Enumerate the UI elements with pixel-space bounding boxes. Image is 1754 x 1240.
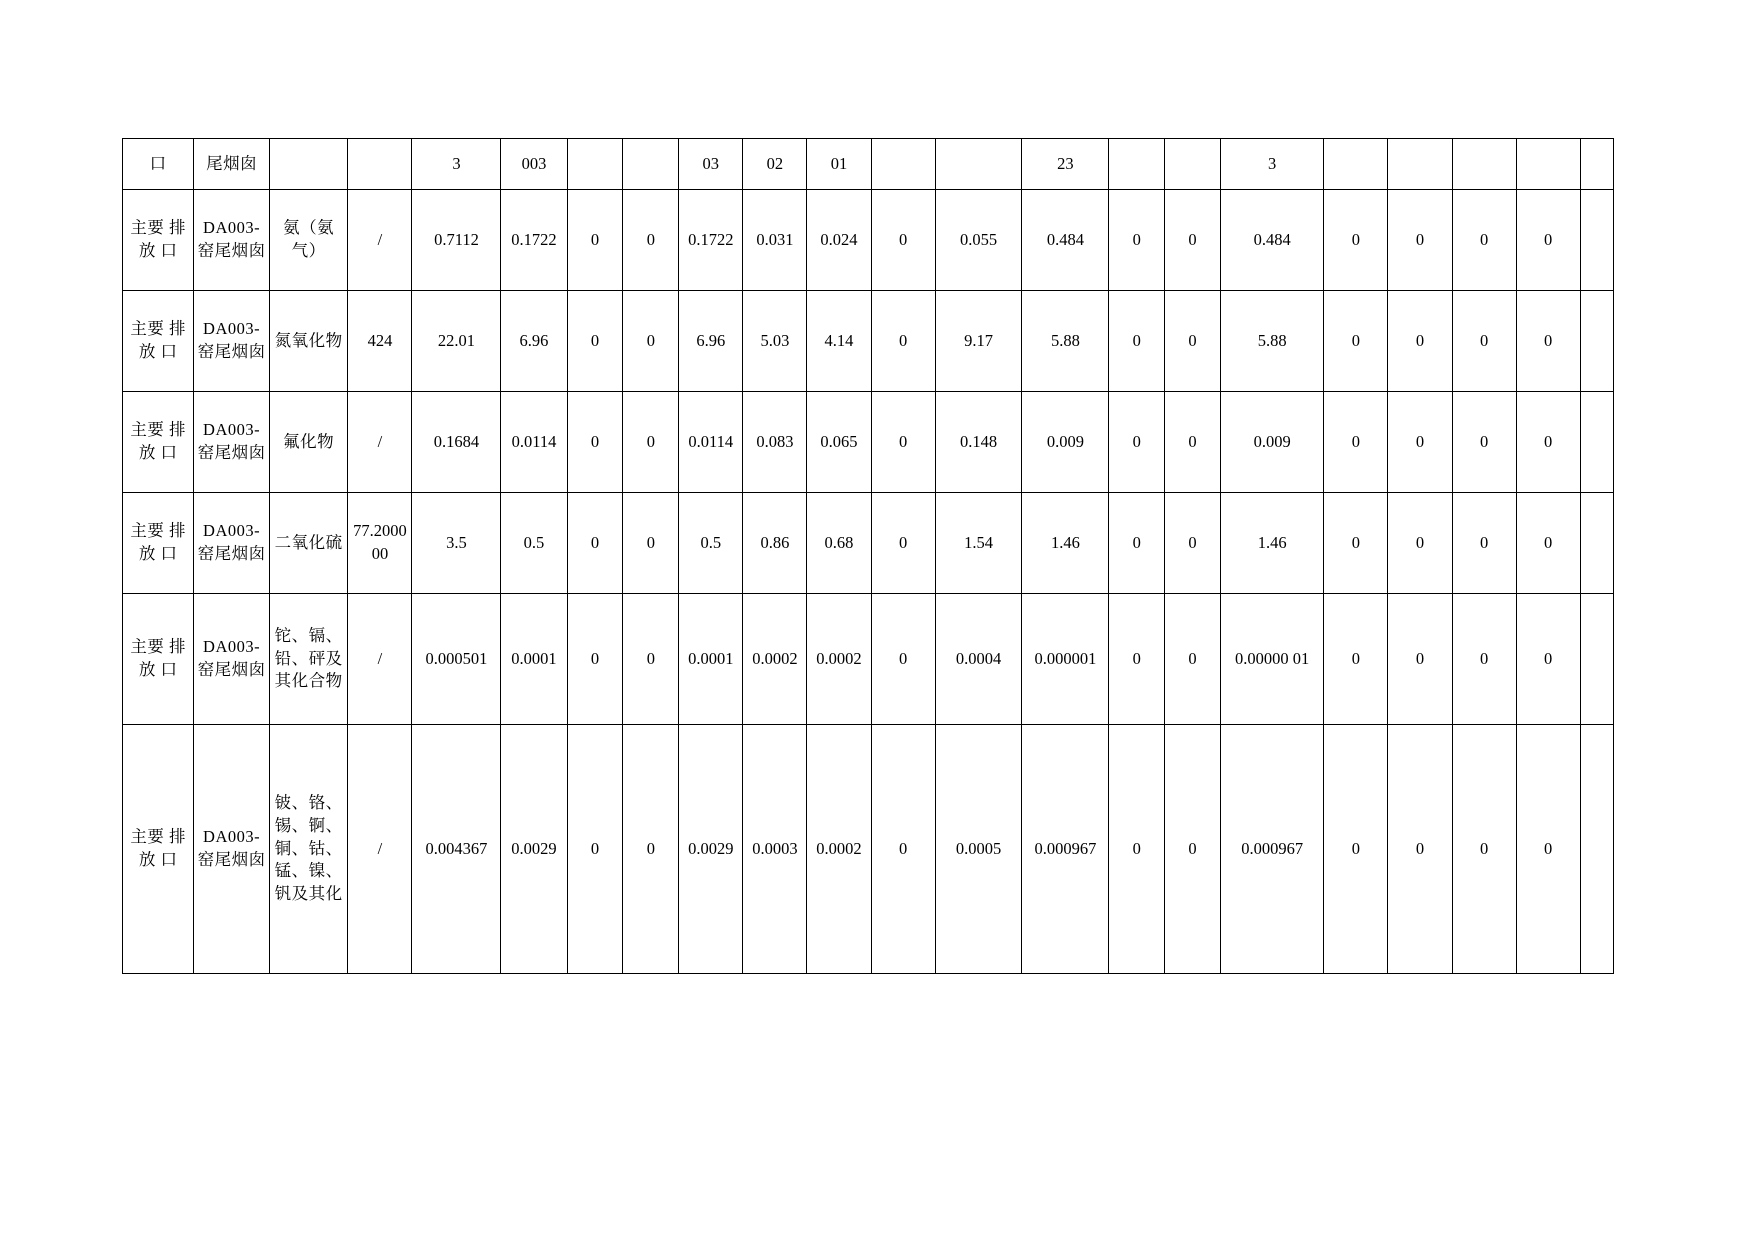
cell-pollutant: 氮氧化物	[269, 291, 348, 392]
cell-value: 0.0001	[679, 594, 743, 725]
cell-value: 0	[1516, 190, 1580, 291]
cell-value: 0	[871, 190, 935, 291]
cell-value	[1580, 291, 1613, 392]
cell-outlet-type: 主要 排放 口	[123, 392, 194, 493]
cell-outlet-type: 主要 排放 口	[123, 493, 194, 594]
cell-value: 0.024	[807, 190, 871, 291]
cell-value: 0.00000 01	[1220, 594, 1323, 725]
cell-value: 5.88	[1220, 291, 1323, 392]
cell-value: 0.1684	[412, 392, 501, 493]
cell-value: 6.96	[679, 291, 743, 392]
cell-value	[623, 139, 679, 190]
cell-value: 02	[743, 139, 807, 190]
cell-outlet-id: DA003-窑尾烟囱	[194, 493, 269, 594]
cell-value: 0	[567, 493, 623, 594]
emission-data-table	[122, 138, 1614, 974]
cell-value	[871, 139, 935, 190]
cell-value: 0	[1109, 291, 1165, 392]
cell-value: 22.01	[412, 291, 501, 392]
cell-value: 5.88	[1022, 291, 1109, 392]
cell-value: 003	[501, 139, 567, 190]
cell-value: 0.009	[1220, 392, 1323, 493]
table-row	[123, 139, 1614, 190]
cell-value: 0.7112	[412, 190, 501, 291]
cell-value	[1580, 139, 1613, 190]
cell-value: 0	[1324, 594, 1388, 725]
cell-value: 0	[1388, 493, 1452, 594]
cell-value: 0	[1516, 392, 1580, 493]
cell-value: 0.0004	[935, 594, 1022, 725]
table-row	[123, 594, 1614, 725]
emission-table-container	[122, 138, 1614, 974]
cell-value: 0	[1388, 725, 1452, 974]
table-row	[123, 392, 1614, 493]
cell-value: 1.46	[1022, 493, 1109, 594]
cell-value: 0.1722	[679, 190, 743, 291]
cell-value: 3.5	[412, 493, 501, 594]
cell-value: 0	[871, 291, 935, 392]
cell-value: 0.0005	[935, 725, 1022, 974]
cell-value: 0	[871, 594, 935, 725]
cell-value: 23	[1022, 139, 1109, 190]
cell-value	[348, 139, 412, 190]
cell-value: 0	[623, 392, 679, 493]
table-row	[123, 725, 1614, 974]
cell-value: 0.000967	[1220, 725, 1323, 974]
cell-value: 0	[1324, 291, 1388, 392]
cell-outlet-id: DA003-窑尾烟囱	[194, 725, 269, 974]
cell-value: 0	[567, 190, 623, 291]
cell-value: 0.0001	[501, 594, 567, 725]
cell-value: /	[348, 594, 412, 725]
cell-pollutant: 氟化物	[269, 392, 348, 493]
cell-value: 4.14	[807, 291, 871, 392]
cell-value: 0	[623, 493, 679, 594]
cell-value: /	[348, 392, 412, 493]
cell-value: 0	[1516, 725, 1580, 974]
cell-value: 424	[348, 291, 412, 392]
cell-value: 0	[1165, 392, 1221, 493]
cell-value: 0	[1452, 190, 1516, 291]
cell-outlet-type: 主要 排放 口	[123, 725, 194, 974]
cell-value: 0	[871, 725, 935, 974]
cell-value: 0	[1516, 493, 1580, 594]
cell-outlet-id: DA003-窑尾烟囱	[194, 392, 269, 493]
cell-pollutant	[269, 139, 348, 190]
cell-value: 77.200000	[348, 493, 412, 594]
cell-value: 0	[567, 291, 623, 392]
cell-value: 0.68	[807, 493, 871, 594]
cell-value: 0.484	[1022, 190, 1109, 291]
cell-value: 0	[1324, 725, 1388, 974]
cell-pollutant: 氨（氨气）	[269, 190, 348, 291]
cell-value: /	[348, 725, 412, 974]
cell-value: /	[348, 190, 412, 291]
cell-value	[1452, 139, 1516, 190]
table-row	[123, 190, 1614, 291]
cell-value: 0.86	[743, 493, 807, 594]
cell-outlet-type: 主要 排放 口	[123, 594, 194, 725]
cell-value: 1.46	[1220, 493, 1323, 594]
cell-pollutant: 二氧化硫	[269, 493, 348, 594]
cell-value: 0.0002	[807, 594, 871, 725]
cell-outlet-id: 尾烟囱	[194, 139, 269, 190]
cell-value: 6.96	[501, 291, 567, 392]
cell-value: 0	[1165, 291, 1221, 392]
cell-value: 0	[1324, 493, 1388, 594]
table-row	[123, 493, 1614, 594]
cell-value	[1165, 139, 1221, 190]
cell-value: 0.484	[1220, 190, 1323, 291]
cell-outlet-type: 口	[123, 139, 194, 190]
cell-value: 0	[567, 594, 623, 725]
cell-value: 0	[1516, 594, 1580, 725]
cell-value: 0.5	[679, 493, 743, 594]
cell-outlet-type: 主要 排放 口	[123, 291, 194, 392]
cell-value: 0	[623, 190, 679, 291]
cell-value: 0	[1452, 594, 1516, 725]
cell-value: 0.000001	[1022, 594, 1109, 725]
cell-outlet-id: DA003-窑尾烟囱	[194, 594, 269, 725]
cell-value: 0	[1388, 190, 1452, 291]
cell-value: 3	[412, 139, 501, 190]
cell-value: 0.1722	[501, 190, 567, 291]
cell-value	[1580, 594, 1613, 725]
cell-value: 0	[1388, 594, 1452, 725]
cell-value: 0	[871, 493, 935, 594]
cell-value: 0	[1109, 725, 1165, 974]
cell-outlet-type: 主要 排放 口	[123, 190, 194, 291]
cell-value: 0	[1452, 291, 1516, 392]
cell-value: 0.000501	[412, 594, 501, 725]
cell-value: 0.031	[743, 190, 807, 291]
cell-value	[1580, 392, 1613, 493]
cell-value	[567, 139, 623, 190]
cell-value	[1580, 190, 1613, 291]
cell-value: 0	[1109, 493, 1165, 594]
cell-value: 0.009	[1022, 392, 1109, 493]
cell-value: 0.0002	[743, 594, 807, 725]
cell-value: 0.0029	[679, 725, 743, 974]
cell-value: 1.54	[935, 493, 1022, 594]
cell-value	[1109, 139, 1165, 190]
cell-value: 5.03	[743, 291, 807, 392]
cell-value: 0	[1452, 725, 1516, 974]
cell-value: 0.0002	[807, 725, 871, 974]
cell-value: 0.148	[935, 392, 1022, 493]
cell-value: 0	[623, 291, 679, 392]
cell-value: 0	[623, 725, 679, 974]
cell-value: 0.083	[743, 392, 807, 493]
cell-value: 0	[871, 392, 935, 493]
cell-value: 0	[1109, 594, 1165, 725]
cell-value	[1580, 725, 1613, 974]
cell-value	[935, 139, 1022, 190]
cell-value: 0	[1452, 392, 1516, 493]
cell-value: 01	[807, 139, 871, 190]
cell-value: 0	[567, 392, 623, 493]
cell-value	[1324, 139, 1388, 190]
cell-value: 0	[1165, 190, 1221, 291]
cell-value: 0	[1324, 190, 1388, 291]
cell-value: 0	[1109, 190, 1165, 291]
cell-outlet-id: DA003-窑尾烟囱	[194, 291, 269, 392]
cell-value: 0	[1165, 725, 1221, 974]
cell-pollutant: 铊、镉、铅、砰及其化合物	[269, 594, 348, 725]
cell-value: 0	[1388, 291, 1452, 392]
cell-value: 0.5	[501, 493, 567, 594]
cell-value	[1388, 139, 1452, 190]
cell-value: 0.0029	[501, 725, 567, 974]
cell-value: 0.055	[935, 190, 1022, 291]
cell-value: 0	[623, 594, 679, 725]
cell-value: 0	[1452, 493, 1516, 594]
cell-value	[1580, 493, 1613, 594]
cell-value: 0.065	[807, 392, 871, 493]
cell-value: 9.17	[935, 291, 1022, 392]
cell-value: 0.000967	[1022, 725, 1109, 974]
cell-value: 0.0114	[501, 392, 567, 493]
cell-value: 0.0003	[743, 725, 807, 974]
cell-value: 0	[1516, 291, 1580, 392]
cell-value: 3	[1220, 139, 1323, 190]
cell-value: 03	[679, 139, 743, 190]
cell-value: 0	[1165, 493, 1221, 594]
cell-value: 0	[1324, 392, 1388, 493]
cell-value: 0	[1388, 392, 1452, 493]
cell-value: 0	[567, 725, 623, 974]
table-row	[123, 291, 1614, 392]
cell-value	[1516, 139, 1580, 190]
cell-value: 0	[1109, 392, 1165, 493]
cell-value: 0.0114	[679, 392, 743, 493]
cell-value: 0	[1165, 594, 1221, 725]
cell-pollutant: 铍、铬、锡、锕、铜、钴、锰、镍、钒及其化	[269, 725, 348, 974]
cell-outlet-id: DA003-窑尾烟囱	[194, 190, 269, 291]
cell-value: 0.004367	[412, 725, 501, 974]
